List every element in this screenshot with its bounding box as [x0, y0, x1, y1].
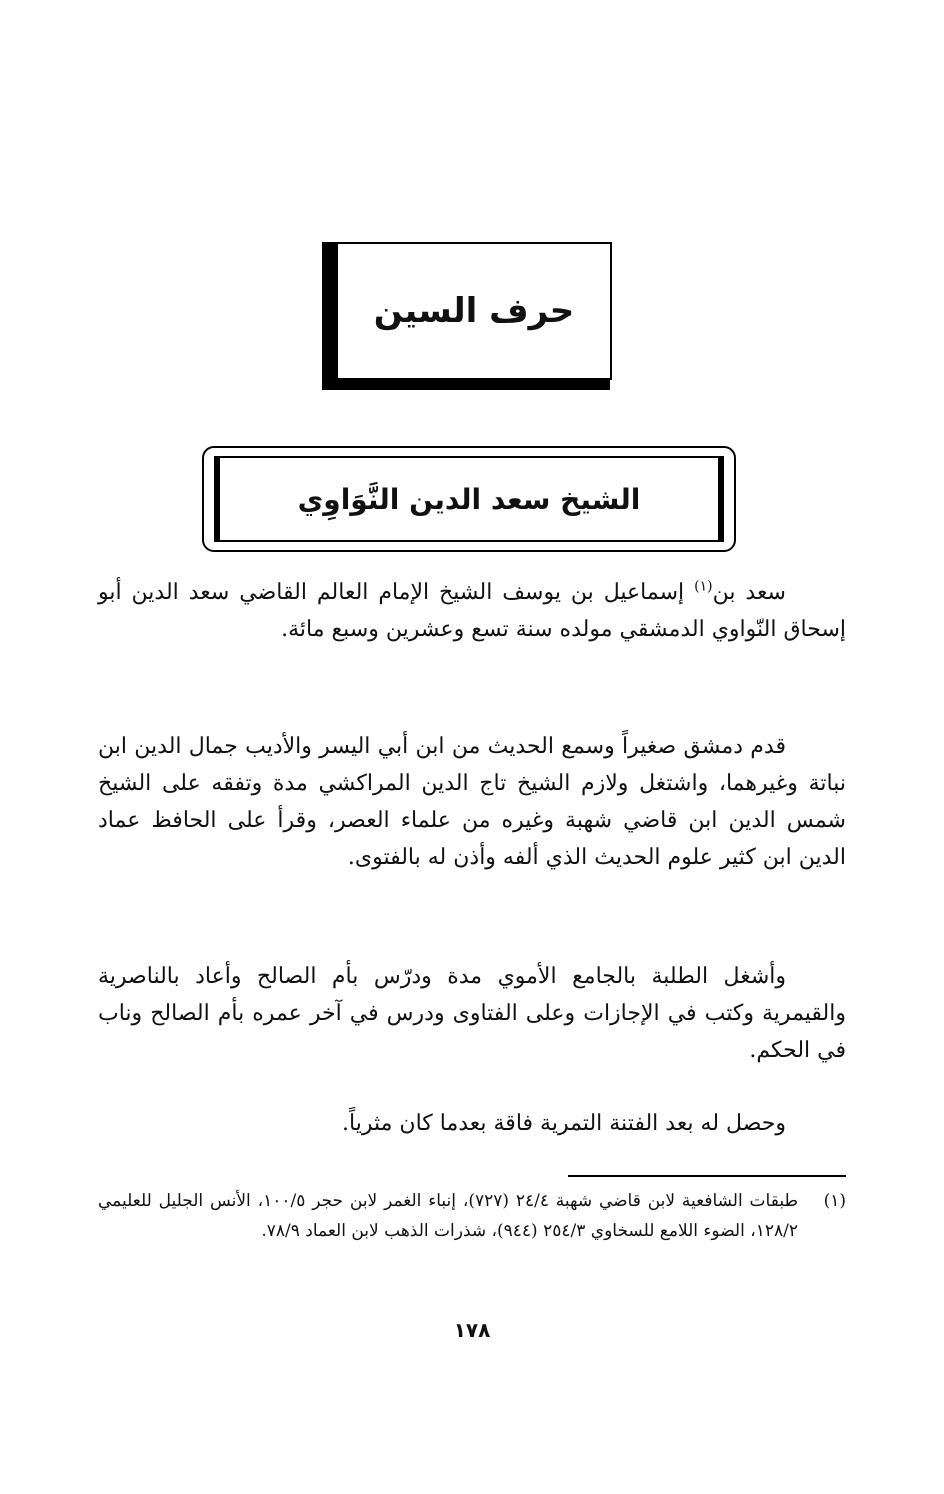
paragraph-1-rest: إسماعيل بن يوسف الشيخ الإمام العالم القاضي سعد الدين أبو إسحاق النّواوي الدمشقي مولده سنة تسع وعشرين وسبع مائة. [98, 580, 846, 642]
chapter-title: حرف السين [373, 291, 575, 331]
section-heading-inner [214, 456, 724, 542]
footnote [98, 1186, 846, 1246]
section-heading-frame [202, 446, 736, 552]
paragraph-4: وحصل له بعد الفتنة التمرية فاقة بعدما كان مثرياً. [342, 1111, 786, 1136]
footnote-reference: (١) [694, 578, 713, 595]
page-number: ١٧٨ [453, 1318, 491, 1342]
footnote-divider [568, 1175, 846, 1177]
paragraph-3: وأشغل الطلبة بالجامع الأموي مدة ودرّس بأم الصالح وأعاد بالناصرية والقيمرية وكتب في الإجازات وعلى الفتاوى ودرس في آخر عمره بأم الصالح وناب في الحكم. [98, 964, 846, 1063]
paragraph-1-start: سعد بن [712, 580, 786, 605]
chapter-heading-box [322, 242, 610, 390]
section-title: الشيخ سعد الدين النَّوَاوِي [297, 482, 641, 516]
paragraph-1 [98, 574, 846, 648]
chapter-heading-frame [336, 242, 612, 380]
footnote-text: طبقات الشافعية لابن قاضي شهبة ٢٤/٤ (٧٢٧)، إنباء الغمر لابن حجر ١٠٠/٥، الأنس الجليل للعليمي ١٢٨/٢، الضوء اللامع للسخاوي ٢٥٤/٣ (٩٤٤)، شذرات الذهب لابن العماد ٧٨/٩. [98, 1191, 798, 1241]
footnote-number: (١) [823, 1191, 846, 1211]
paragraph-2: قدم دمشق صغيراً وسمع الحديث من ابن أبي اليسر والأديب جمال الدين ابن نباتة وغيرهما، واشتغل ولازم الشيخ تاج الدين المراكشي مدة وتفقه على الشيخ شمس الدين ابن قاضي شهبة وغيره من علماء العصر، وقرأ على الحافظ عماد الدين ابن كثير علوم الحديث الذي ألفه وأذن له بالفتوى. [98, 734, 846, 870]
